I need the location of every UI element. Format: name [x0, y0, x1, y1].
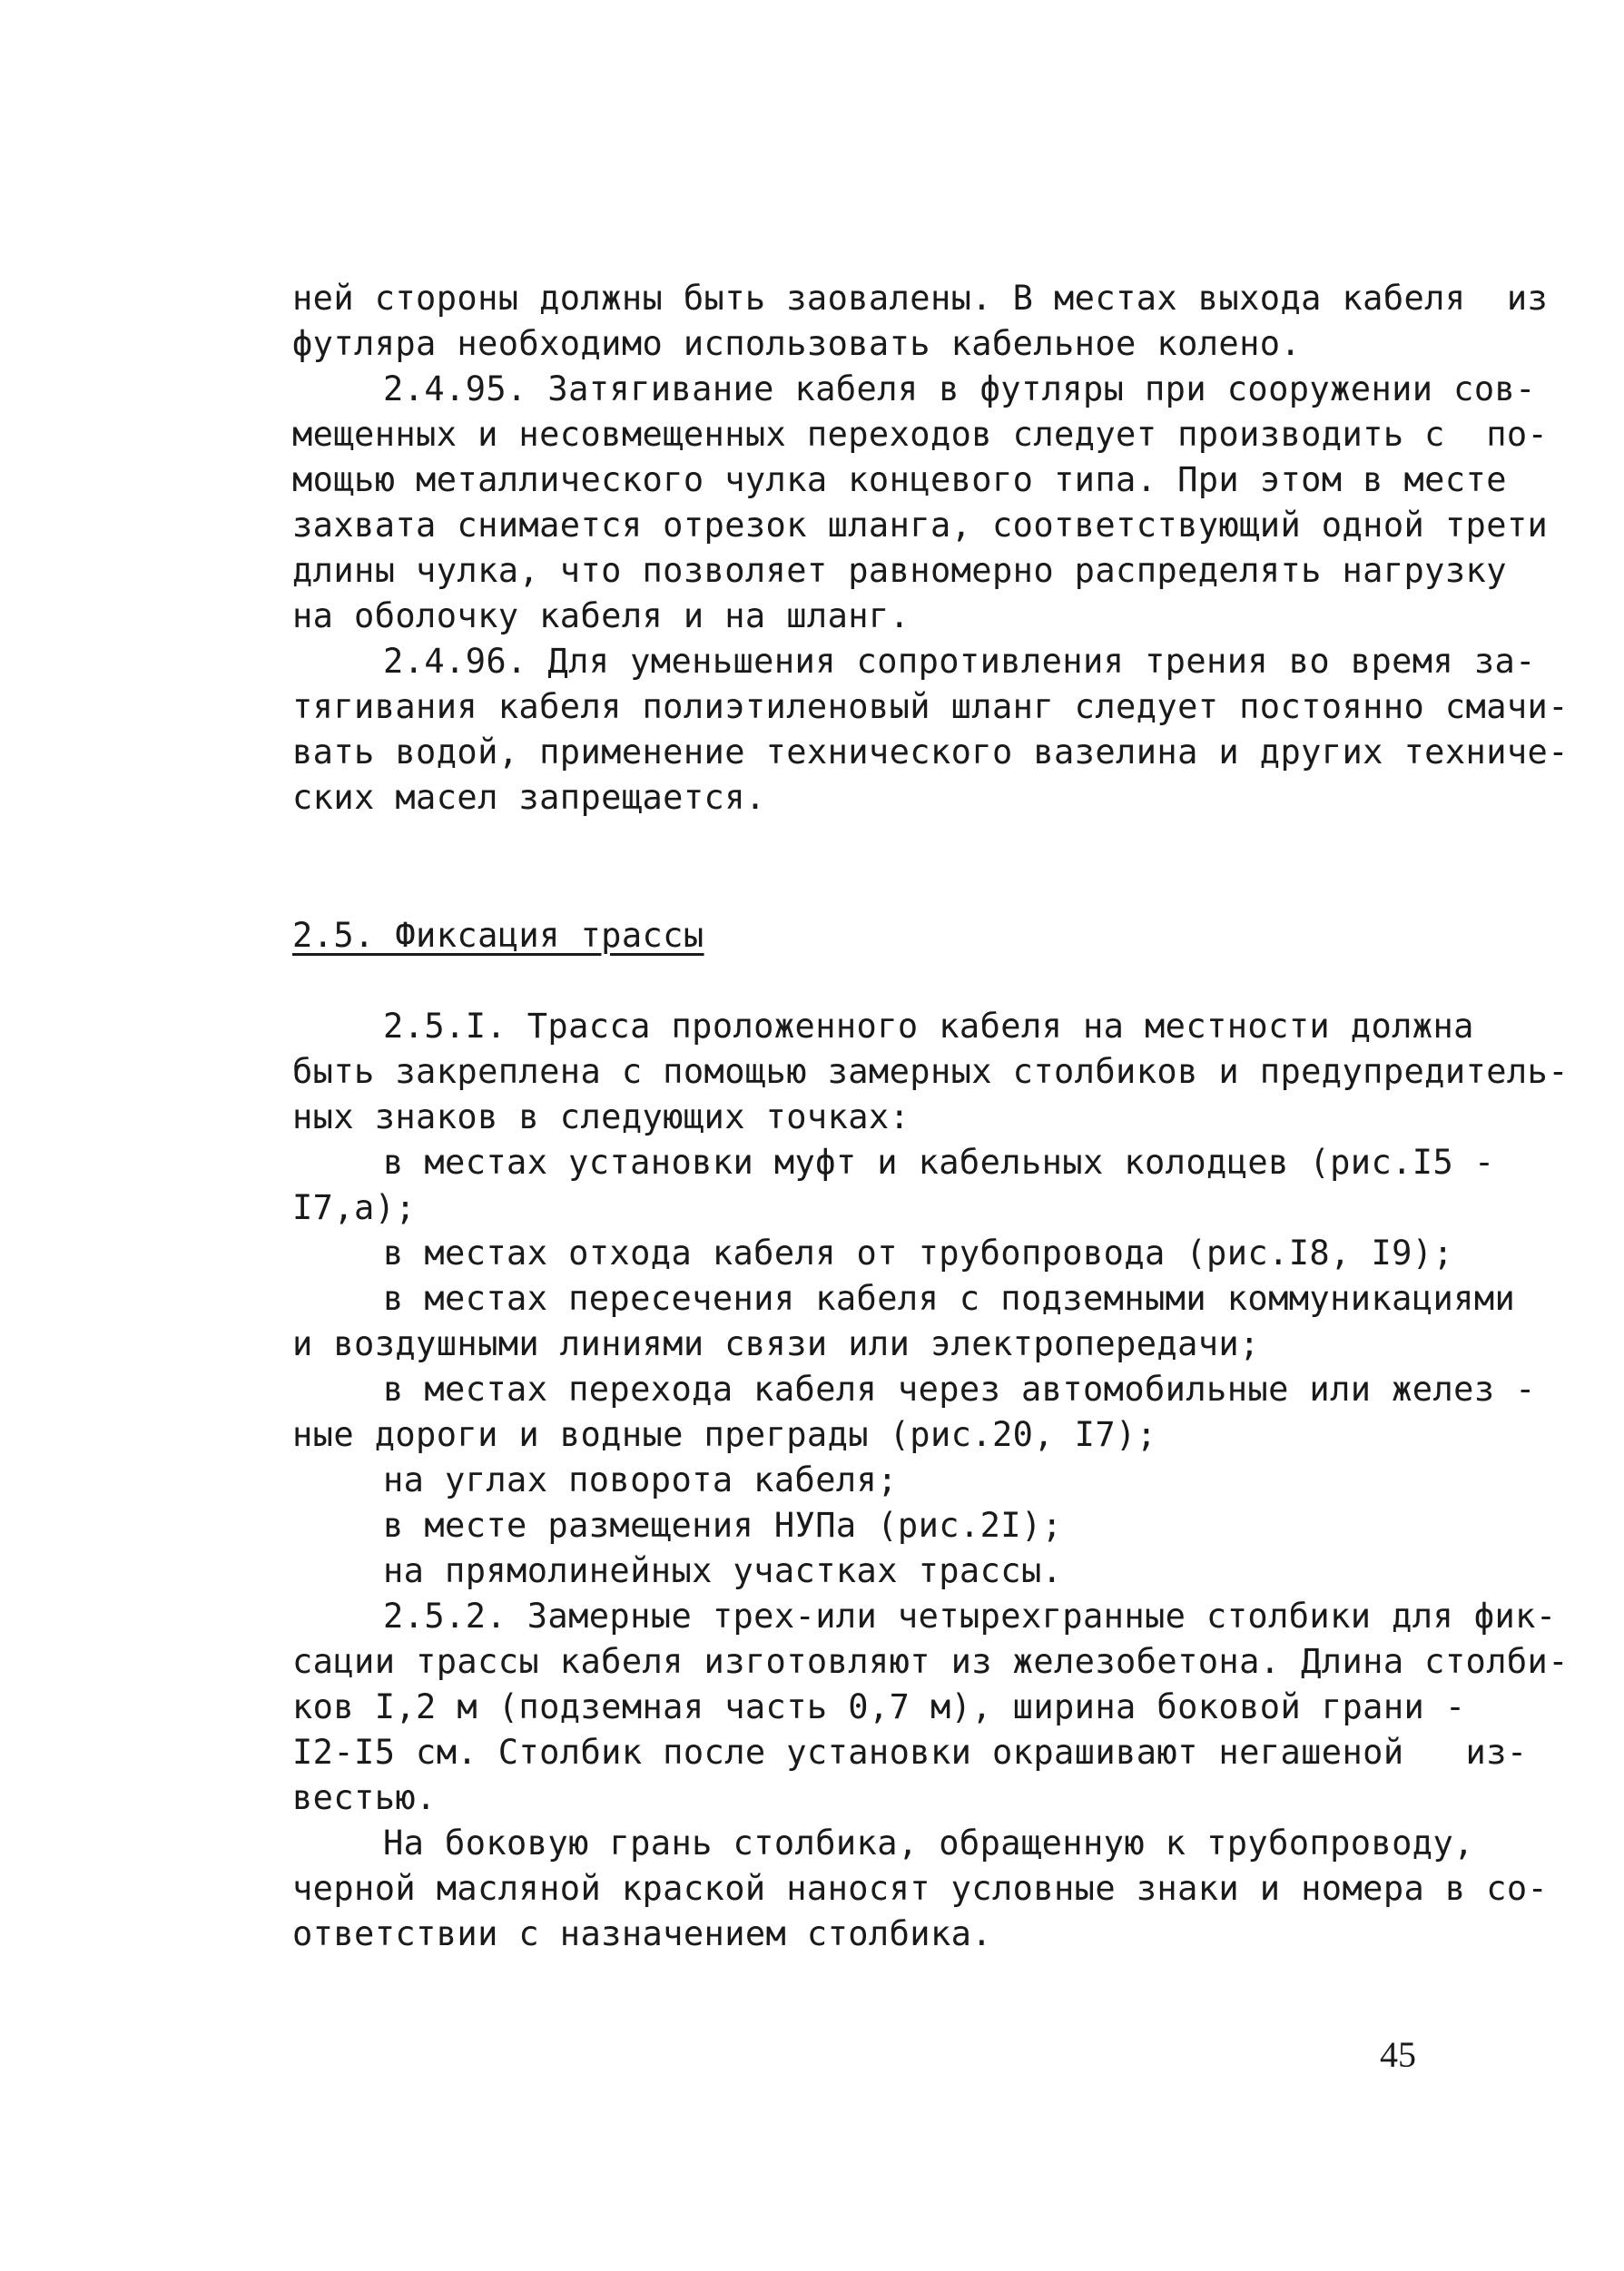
text-line: вестью. [292, 1778, 437, 1817]
list-item: в местах пересечения кабеля с подземными коммуникациями [383, 1279, 1516, 1318]
text-line: сации трассы кабеля изготовляют из железобетона. Длина столби- [292, 1642, 1569, 1681]
text-line: 2.5.2. Замерные трех-или четырехгранные столбики для фик- [383, 1597, 1557, 1636]
text-line: I7,а); [292, 1188, 417, 1227]
text-line: на оболочку кабеля и на шланг. [292, 596, 910, 635]
text-line: ответствии с назначением столбика. [292, 1914, 992, 1953]
text-line: тягивания кабеля полиэтиленовый шланг следует постоянно смачи- [292, 687, 1569, 726]
text-line: I2-I5 см. Столбик после установки окрашивают негашеной из- [292, 1733, 1528, 1772]
text-line: ков I,2 м (подземная часть 0,7 м), ширина боковой грани - [292, 1687, 1466, 1726]
list-item: на прямолинейных участках трассы. [383, 1551, 1063, 1590]
text-line: ских масел запрещается. [292, 778, 766, 817]
text-line: ные дороги и водные преграды (рис.20, I7); [292, 1415, 1157, 1454]
list-item: в местах перехода кабеля через автомобильные или желез - [383, 1370, 1536, 1409]
text-line: На боковую грань столбика, обращенную к трубопроводу, [383, 1824, 1474, 1863]
page-number: 45 [1380, 2034, 1416, 2075]
text-line: мещенных и несовмещенных переходов следует производить с по- [292, 415, 1549, 454]
text-line: 2.5.I. Трасса проложенного кабеля на местности должна [383, 1007, 1474, 1046]
text-line: ней стороны должны быть заовалены. В местах выхода кабеля из [292, 279, 1549, 318]
text-line: и воздушными линиями связи или электропередачи; [292, 1324, 1260, 1363]
text-line: быть закреплена с помощью замерных столбиков и предупредитель- [292, 1052, 1569, 1091]
text-line: захвата снимается отрезок шланга, соответствующий одной трети [292, 506, 1549, 545]
text-line: ных знаков в следующих точках: [292, 1097, 910, 1136]
text-line: 2.4.96. Для уменьшения сопротивления трения во время за- [383, 642, 1536, 681]
list-item: на углах поворота кабеля; [383, 1460, 898, 1499]
text-line: вать водой, применение технического вазелина и других техниче- [292, 732, 1569, 772]
text-line: 2.4.95. Затягивание кабеля в футляры при сооружении сов- [383, 369, 1536, 408]
text-line: длины чулка, что позволяет равномерно распределять нагрузку [292, 551, 1507, 590]
list-item: в местах отхода кабеля от трубопровода (рис.I8, I9); [383, 1234, 1454, 1273]
list-item: в месте размещения НУПа (рис.2I); [383, 1506, 1063, 1545]
text-line: мощью металлического чулка концевого типа. При этом в месте [292, 460, 1507, 499]
list-item: в местах установки муфт и кабельных колодцев (рис.I5 - [383, 1143, 1495, 1182]
section-heading: 2.5. Фиксация трассы [292, 916, 704, 955]
text-line: футляра необходимо использовать кабельное колено. [292, 324, 1302, 363]
text-line: черной масляной краской наносят условные знаки и номера в со- [292, 1869, 1549, 1908]
